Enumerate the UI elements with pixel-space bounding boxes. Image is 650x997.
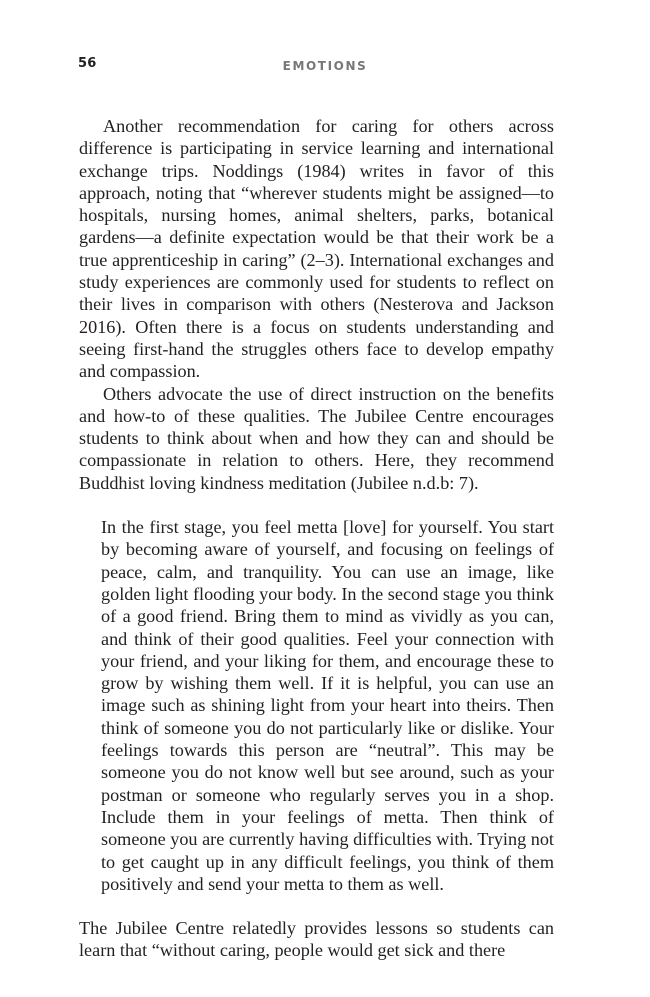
page-number: 56 (78, 56, 97, 71)
body-paragraph-1: Another recommendation for caring for others across difference is participating in service learning and international exchange trips. Noddings (1984) writes in favor of this approach, noting that “wherever students might be assigned—to hospitals, nursing homes, animal shelters, parks, botanical gardens—a definite expectation would be that their work be a true apprenticeship in caring” (2–3). International exchanges and study experiences are commonly used for students to reflect on their lives in comparison with others (Nesterova and Jackson 2016). Often there is a focus on students understanding and seeing first-hand the struggles others face to develop empathy and compassion. (79, 116, 554, 382)
body-paragraph-2: Others advocate the use of direct instruction on the benefits and how-to of these qualities. The Jubilee Centre encourages students to think about when and how they can and should be compassionate in relation to others. Here, they recommend Buddhist loving kindness meditation (Jubilee n.d.b: 7). (79, 383, 554, 493)
body-text (79, 115, 554, 962)
body-paragraph-3: The Jubilee Centre relatedly provides lessons so students can learn that “without caring, people would get sick and there (79, 918, 554, 961)
block-quote: In the first stage, you feel metta [love] for yourself. You start by becoming aware of yourself, and focusing on feelings of peace, calm, and tranquility. You can use an image, like golden light flooding your body. In the second stage you think of a good friend. Bring them to mind as vividly as you can, and think of their good qualities. Feel your connection with your friend, and your liking for them, and encourage these to grow by wishing them well. If it is helpful, you can use an image such as shining light from your heart into theirs. Then think of someone you do not particularly like or dislike. Your feelings towards this person are “neutral”. This may be someone you do not know well but see around, such as your postman or someone who regularly serves you in a shop. Include them in your feelings of metta. Then think of someone you are currently having difficulties with. Trying not to get caught up in any difficult feelings, you think of them positively and send your metta to them as well. (101, 517, 554, 894)
running-head: EMOTIONS (282, 59, 368, 73)
